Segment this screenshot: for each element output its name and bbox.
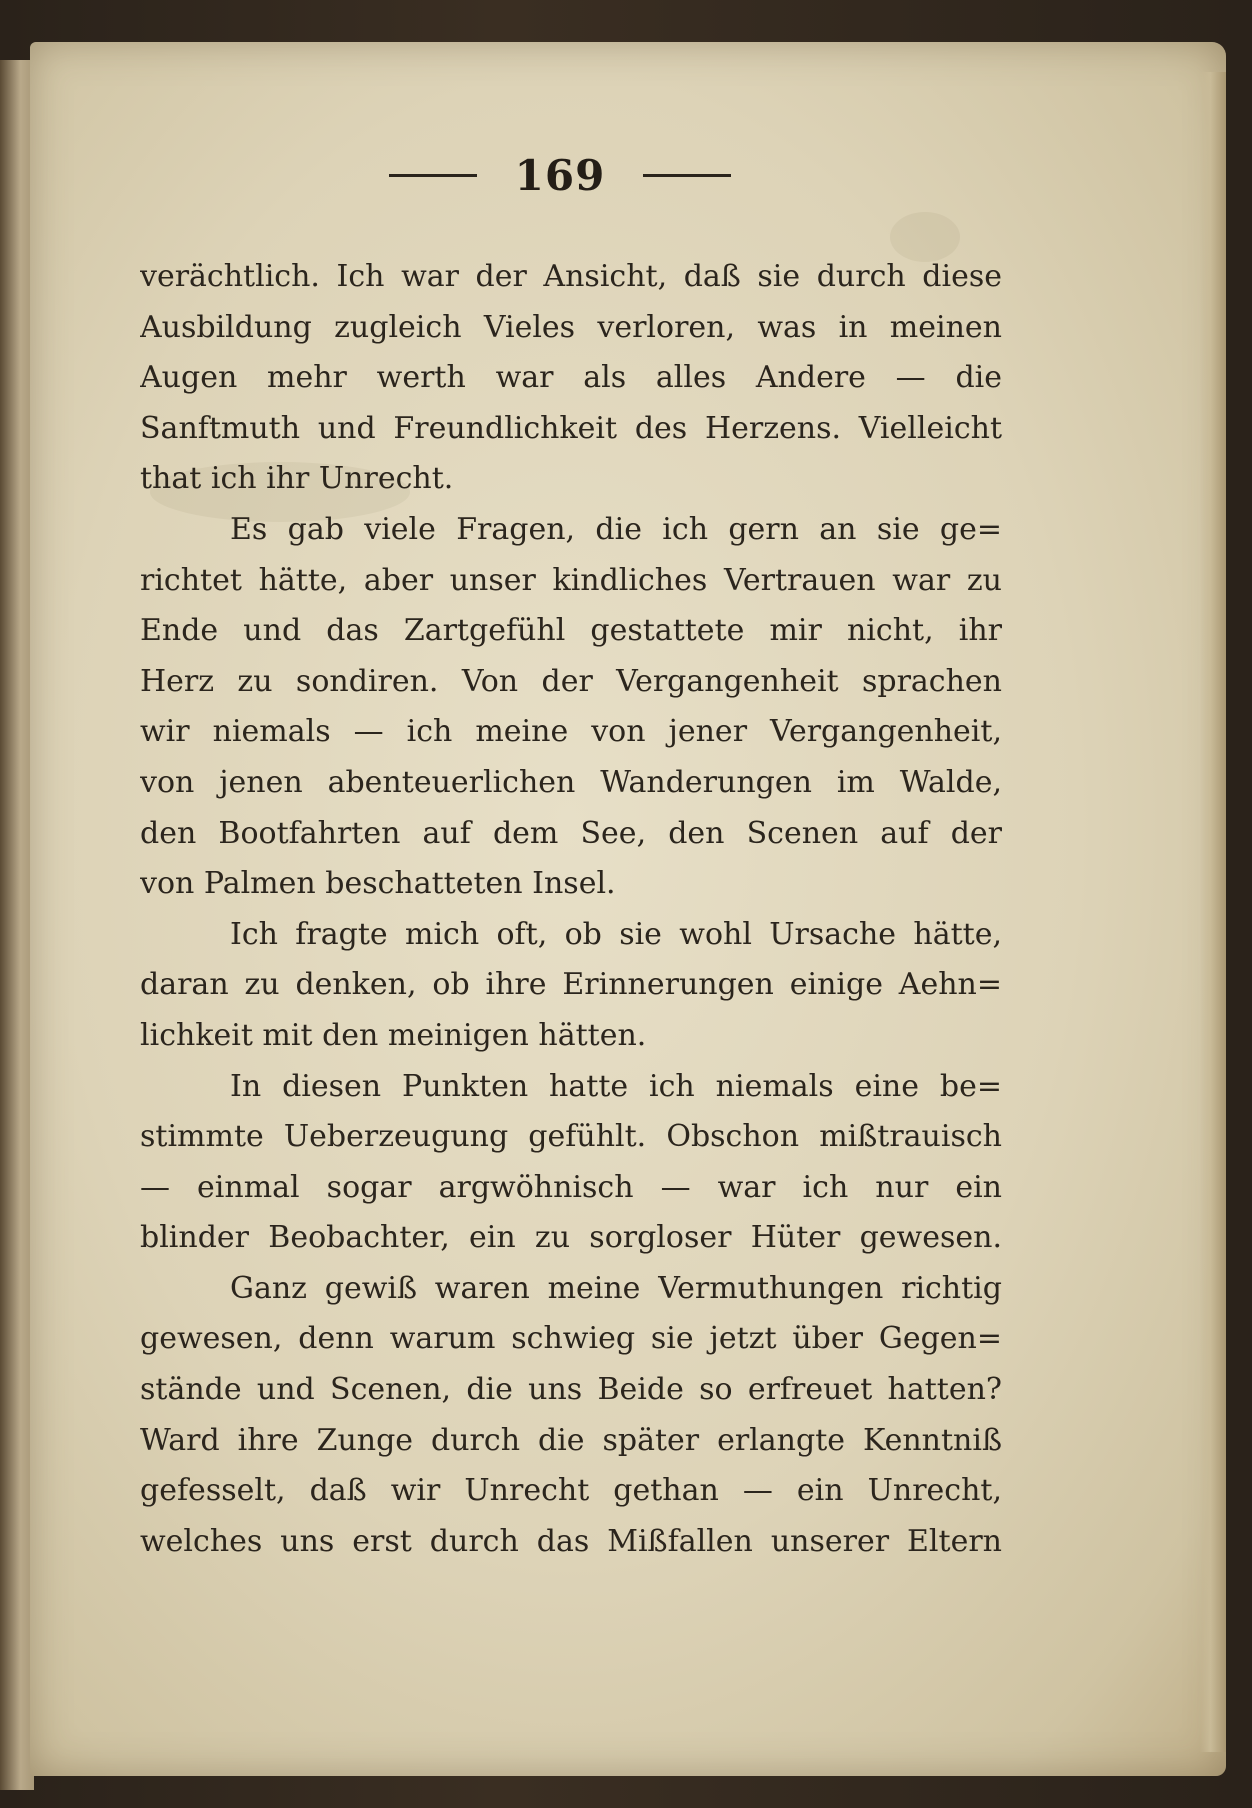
text-line: den Bootfahrten auf dem See, den Scenen auf der xyxy=(140,815,1002,851)
text-line: wir niemals — ich meine von jener Vergangenheit, xyxy=(140,714,1002,750)
text-line: Augen mehr werth war als alles Andere — die xyxy=(140,360,1002,396)
text-line: lichkeit mit den meinigen hätten. xyxy=(140,1017,647,1053)
header-rule-right xyxy=(643,174,731,177)
page-edge-shadow xyxy=(1200,72,1226,1752)
text-line: In diesen Punkten hatte ich niemals eine be= xyxy=(230,1068,1002,1104)
text-line: verächtlich. Ich war der Ansicht, daß sie durch diese xyxy=(140,259,1002,294)
text-line: that ich ihr Unrecht. xyxy=(140,461,454,497)
text-line: Ende und das Zartgefühl gestattete mir nicht, ihr xyxy=(140,613,1002,649)
text-line: von jenen abenteuerlichen Wanderungen im Walde, xyxy=(140,764,1002,800)
text-line: gefesselt, daß wir Unrecht gethan — ein Unrecht, xyxy=(140,1473,1002,1509)
text-line: Ward ihre Zunge durch die später erlangte Kenntniß xyxy=(140,1422,1002,1458)
text-line: stände und Scenen, die uns Beide so erfreuet hatten? xyxy=(140,1372,1002,1408)
text-line: gewesen, denn warum schwieg sie jetzt über Gegen= xyxy=(140,1321,1002,1357)
page-number: 169 xyxy=(514,150,606,200)
previous-page-edge xyxy=(0,60,34,1790)
text-line: daran zu denken, ob ihre Erinnerungen einige Aehn= xyxy=(140,967,1002,1003)
text-line: Es gab viele Fragen, die ich gern an sie ge= xyxy=(230,511,1002,547)
text-line: Ich fragte mich oft, ob sie wohl Ursache hätte, xyxy=(230,916,1002,952)
page-header xyxy=(380,145,740,205)
text-line: — einmal sogar argwöhnisch — war ich nur ein xyxy=(140,1169,1002,1205)
text-line: Herz zu sondiren. Von der Vergangenheit sprachen xyxy=(140,663,1002,699)
text-line: von Palmen beschatteten Insel. xyxy=(140,866,616,902)
text-line: welches uns erst durch das Mißfallen unserer Eltern xyxy=(140,1523,1002,1559)
body-text xyxy=(140,252,1002,1567)
text-line: stimmte Ueberzeugung gefühlt. Obschon mißtrauisch xyxy=(140,1119,1002,1155)
text-line: Ganz gewiß waren meine Vermuthungen richtig xyxy=(230,1270,1002,1306)
header-rule-left xyxy=(389,174,477,177)
text-line: Ausbildung zugleich Vieles verloren, was in meinen xyxy=(140,309,1002,345)
text-line: richtet hätte, aber unser kindliches Vertrauen war zu xyxy=(140,562,1002,598)
text-line: blinder Beobachter, ein zu sorgloser Hüter gewesen. xyxy=(140,1220,1002,1256)
text-line: Sanftmuth und Freundlichkeit des Herzens. Vielleicht xyxy=(140,410,1002,446)
